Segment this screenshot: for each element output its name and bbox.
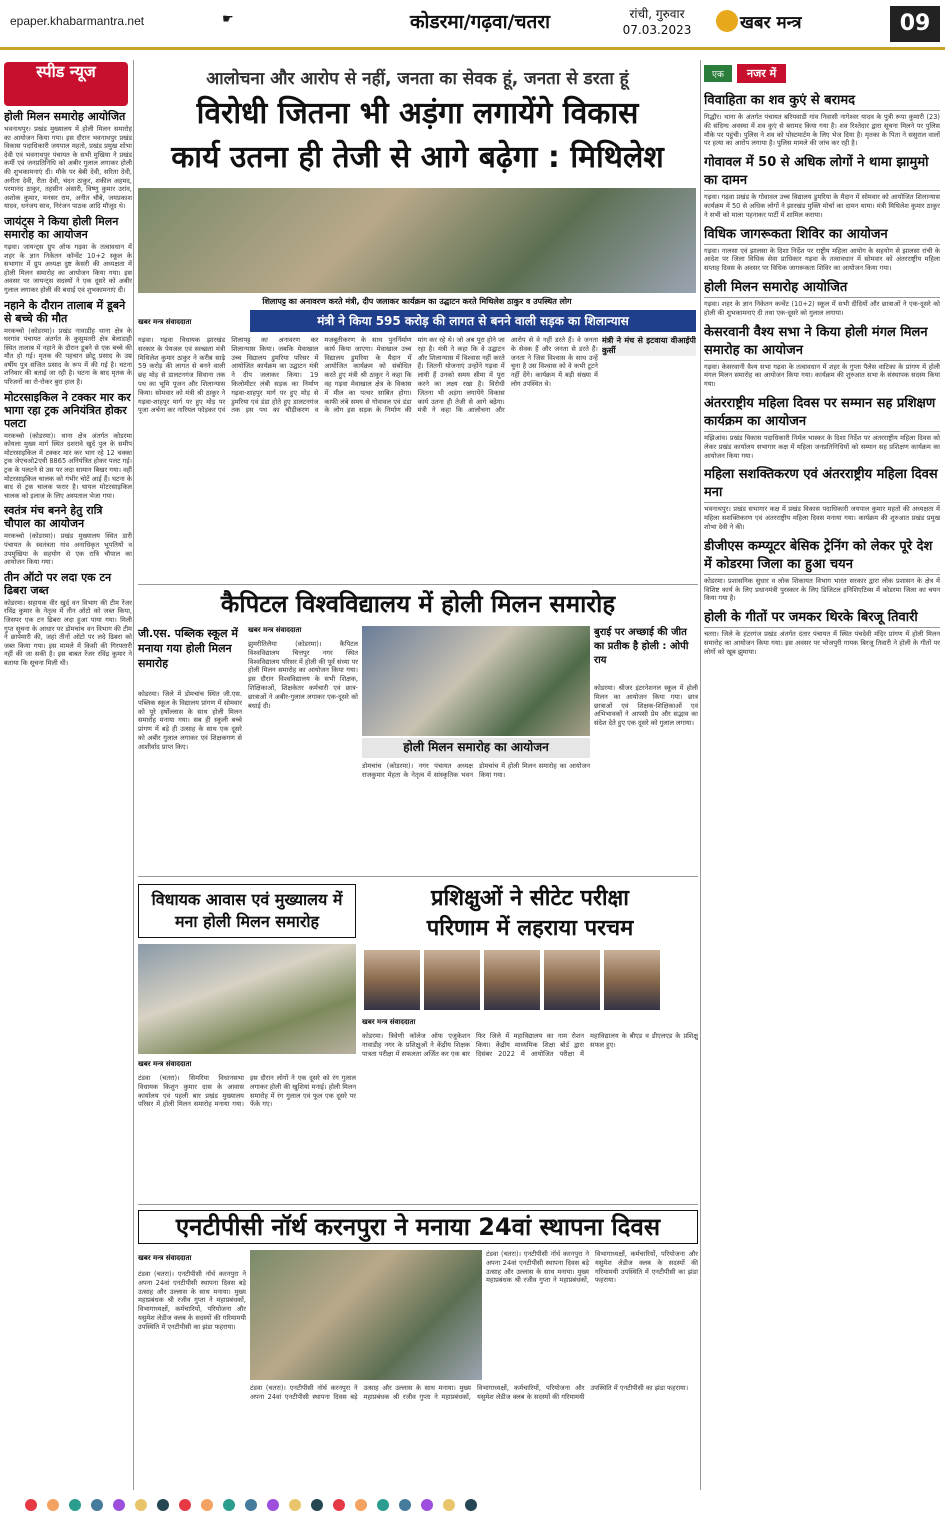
lead-subhead: मंत्री ने मंच से इटवाया वीआईपी कुर्सी <box>602 336 696 355</box>
student-photo <box>424 950 480 1010</box>
issue-date-value: 07.03.2023 <box>622 23 692 37</box>
ctet-headline <box>362 884 698 944</box>
right-story-text: गढ़वा। गढ़वा प्रखंड के गोवावल उच्च विद्यालय डुमरिया के मैदान में सोमवार को आयोजित शिलान्यास कार्यक्रम में 50 से अधिक लोगों ने झारखंड मुक्ति मोर्चा का दामन थामा। मंत्री मिथिलेश कुमार ठाकुर ने सभी को माला पहनाकर पार्टी में शामिल कराया। <box>704 193 940 219</box>
brand-name: खबर मन्त्र <box>740 13 802 33</box>
ctet-photo-strip <box>362 950 698 1012</box>
issue-date <box>618 6 696 38</box>
speed-news-title: नहाने के दौरान तालाब में डूबने से बच्चे की मौत <box>4 298 126 325</box>
section-divider <box>138 876 698 877</box>
column-divider <box>700 60 701 1490</box>
color-register-dot <box>311 1499 323 1511</box>
right-story-title: गोवावल में 50 से अधिक लोगों ने थामा झामुमो का दामन <box>704 154 940 191</box>
speed-news-list <box>4 110 132 668</box>
color-register-dot <box>245 1499 257 1511</box>
capital-headline: कैपिटल विश्वविद्यालय में होली मिलन समारोह <box>220 590 616 618</box>
capital-photo-body: डोमचांच (कोडरमा)। नगर पंचायत अध्यक्ष राजकुमार मेहता के नेतृत्व में सांस्कृतिक भवन डोमचांच में होली मिलन समारोह का आयोजन किया गया। <box>362 762 590 779</box>
right-story-title: महिला सशक्तिकरण एवं अंतरराष्ट्रीय महिला दिवस मना <box>704 466 940 503</box>
student-photo <box>544 950 600 1010</box>
lead-headline <box>140 92 695 180</box>
right-story-text: गढ़वा। केसरवानी वैश्य सभा गढ़वा के तत्वावधान में शहर के गुप्ता पैलेस वाटिका के प्रांगण में होली मंगल मिलन समारोह का आयोजन किया गया। कार्यक्रम की शुरुआत सभा के संस्थापक सदस्य किया गया। <box>704 362 940 389</box>
ntpc-headline: एनटीपीसी नॉर्थ करनपुरा ने मनाया 24वां स्थापना दिवस <box>138 1210 698 1244</box>
capital-photo-caption-box <box>362 738 590 758</box>
right-story-title: विवाहिता का शव कुएं से बरामद <box>704 92 940 111</box>
column-divider <box>133 60 134 1490</box>
student-photo <box>604 950 660 1010</box>
capital-photo <box>362 626 590 736</box>
brand-logo-icon <box>716 10 738 32</box>
vidhayak-byline: खबर मन्त्र संवाददाता <box>138 1060 192 1068</box>
lead-photo-caption: शिलापट्ट का अनावरण करते मंत्री, दीप जलाकर कार्यक्रम का उद्घाटन करते मिथिलेश ठाकुर व उपस्थित लोग <box>262 297 572 306</box>
speed-news-text: कोडरमा। सहायक वीर खुर्द वन विभाग की टीम रेंजर रविंद्र कुमार के नेतृत्व में तीन ऑटो को जब्त किया, जिसपर एक टन ढिबरा लदा हुआ पाया गया। मिली गुप्त सूचना के आधार पर डोमचांच वन विभाग की टीम ने छापेमारी की, जहां तीनों ऑटो पर लदे ढिबरा को जब्त किया गया। इस मामले में किसी की गिरफ्तारी नहीं की जा सकी है। इस बाबत रेंजर रविंद्र कुमार ने बताया कि सूचना मिली थी। <box>4 598 132 667</box>
site-url[interactable]: epaper.khabarmantra.net <box>10 14 145 28</box>
capital-byline: खबर मन्त्र संवाददाता <box>248 626 302 634</box>
ntpc-body-cont: टंडवा (चतरा)। एनटीपीसी नॉर्थ करनपुरा ने अपना 24वां एनटीपीसी स्थापना दिवस बड़े उत्साह और उल्लास के साथ मनाया। मुख्य महाप्रबंधक श्री रजीव गुप्ता ने महाप्रबंधकों, विभागाध्यक्षों, कर्मचारियों, परियोजना और यसुमेश लेडीज क्लब के सदस्यों की गरिमामयी उपस्थिति में एनटीपीसी का झंडा फहराया। <box>250 1384 689 1401</box>
color-register-dot <box>377 1499 389 1511</box>
right-news-list <box>704 86 940 1486</box>
section-divider <box>138 1204 698 1205</box>
color-register-dot <box>179 1499 191 1511</box>
right-story-title: विधिक जागरूकता शिविर का आयोजन <box>704 226 940 245</box>
speed-news-title: स्वतंत्र मंच बनने हेतु रात्रि चौपाल का आयोजन <box>4 504 103 531</box>
speed-news-title: होली मिलन समारोह आयोजित <box>4 110 126 123</box>
right-story-text: भवनाथपुर। प्रखंड सभागार कक्ष में प्रखंड विकास पदाधिकारी जयपाल कुमार महतो की अध्यक्षता में महिला सशक्तिकरण एवं अंतरराष्ट्रीय महिला दिवस मनाया गया। कार्यक्रम की शुरुआत प्रखंड प्रमुख शोभा देवी ने की। <box>704 505 940 531</box>
color-register-dot <box>421 1499 433 1511</box>
lead-byline: खबर मन्त्र संवाददाता <box>138 318 192 326</box>
ntpc-body: टंडवा (चतरा)। एनटीपीसी नॉर्थ करनपुरा ने अपना 24वां एनटीपीसी स्थापना दिवस बड़े उत्साह और उल्लास के साथ मनाया। मुख्य महाप्रबंधक श्री रजीव गुप्ता ने महाप्रबंधकों, विभागाध्यक्षों, कर्मचारियों, परियोजना और यसुमेश लेडीज क्लब के सदस्यों की गरिमामयी उपस्थिति में एनटीपीसी का झंडा फहराया। <box>138 1270 246 1331</box>
issue-place-day: रांची, गुरुवार <box>629 7 685 21</box>
speed-news-title: मोटरसाइकिल ने टक्कर मार कर भागा रहा ट्रक अनियंत्रित होकर पलटा <box>4 390 131 430</box>
lead-tagline: आलोचना और आरोप से नहीं, जनता का सेवक हूं, जनता से डरता हूं <box>206 69 629 89</box>
speed-news-title: जायंट्स ने किया होली मिलन समारोह का आयोजन <box>4 214 119 241</box>
ek-nazar-tag: नजर में <box>737 64 786 83</box>
speed-news-text: मरकच्चो (कोडरमा)। थाना क्षेत्र अंतर्गत कोडरमा कोयला मुख्य मार्ग स्थित दशरावे खुर्द पुल के समीप मोटरसाइकिल में टक्कर मार कर भाग रहे 12 चक्का ट्रक जेएचओ2एवी 8865 अनियंत्रित होकर पलट गई। ट्रक के पलटने से उस पर लदा सामान बिखर गया। वहीं मोटरसाइकिल चालक को गंभीर चोटें आई हैं। घटना के बाद से ट्रक चालक फरार है। घायल मोटरसाइकिल चालक को इलाज के लिए अस्पताल भेजा गया। <box>4 431 132 500</box>
color-register-dot <box>443 1499 455 1511</box>
ctet-byline: खबर मन्त्र संवाददाता <box>362 1018 416 1026</box>
speed-news-column <box>4 62 132 1502</box>
capital-photo-caption: होली मिलन समारोह का आयोजन <box>403 740 549 754</box>
ctet-body: कोडरमा। त्रिवेणी कॉलेज ऑफ एजुकेशन नावाडीह नगर के प्रशिक्षुओं ने केंद्रीय शिक्षक पात्रता परीक्षा में सफलता अर्जित कर एक बार फिर जिले में महाविद्यालय का नाम रोशन किया। केंद्रीय माध्यमिक शिक्षा बोर्ड द्वारा दिसंबर 2022 में आयोजित परीक्षा में महाविद्यालय के बीएड व डीएलएड के प्रशिक्षु सफल हुए। <box>362 1032 698 1058</box>
ntpc-body-right: टंडवा (चतरा)। एनटीपीसी नॉर्थ करनपुरा ने अपना 24वां एनटीपीसी स्थापना दिवस बड़े उत्साह और उल्लास के साथ मनाया। मुख्य महाप्रबंधक श्री रजीव गुप्ता ने महाप्रबंधकों, विभागाध्यक्षों, कर्मचारियों, परियोजना और यसुमेश लेडीज क्लब के सदस्यों की गरिमामयी उपस्थिति में एनटीपीसी का झंडा फहराया। <box>486 1250 698 1285</box>
student-photo <box>484 950 540 1010</box>
color-register-dot <box>201 1499 213 1511</box>
color-register-dot <box>135 1499 147 1511</box>
gps-headline: जी.एस. पब्लिक स्कूल में मनाया गया होली मिलन समारोह <box>138 627 238 670</box>
lead-headline-line1: विरोधी जितना भी अड़ंगा लगायेंगे विकास <box>196 96 639 131</box>
ek-nazar-tag-prefix: एक <box>704 65 732 82</box>
speed-news-badge: स्पीड न्यूज <box>4 62 128 106</box>
right-story-title: होली के गीतों पर जमकर थिरके बिरजू तिवारी <box>704 609 940 628</box>
section-divider <box>138 584 698 585</box>
speed-news-text: मरकच्चो (कोडरमा)। प्रखंड मुख्यालय स्थित डारी पंचायत के स्वतंत्रता गांव अनाधिकृत भूपतियों व उपमुखिया के सहयोग से एक रात्रि चौपाल का आयोजन किया गया। <box>4 532 132 567</box>
pointer-icon: ☛ <box>222 12 234 27</box>
capital-body: झुमरीतिलैया (कोडरमा)। कैपिटल विश्वविद्यालय चित्तपुर नगर स्थित विश्वविद्यालय परिसर में होली की पूर्व संध्या पर होली मिलन समारोह का आयोजन किया गया। इस दौरान विश्वविद्यालय के सभी शिक्षक, शिक्षिकाओं, शिक्षकेतर कर्मचारी एवं छात्र-छात्राओं ने अबीर-गुलाल लगाकर एक-दूसरे को बधाई दी। <box>248 640 358 710</box>
ctet-headline-line1: प्रशिक्षुओं ने सीटेट परीक्षा <box>430 886 630 911</box>
speed-news-title: तीन ऑटो पर लदा एक टन ढिबरा जब्त <box>4 570 112 597</box>
ops-body: कोडरमा। श्रीजर इंटरनेशनल स्कूल में होली मिलन का आयोजन किया गया। छात्र छात्राओं एवं शिक्षक-शिक्षिकाओं एवं अभिभावकों ने आपसी प्रेम और सद्भाव का संदेश देते हुए एक दूसरे को गुलाल लगाया। <box>594 684 698 728</box>
right-story-text: चतरा। जिले के हंटरगंज प्रखंड अंतर्गत दंतार पंचायत में स्थित पंचदेवी मंदिर प्रांगण में होली मिलन समारोह का आयोजन किया गया। इस अवसर पर भोजपुरी गायक बिरजू तिवारी ने होली के गीतों पर लोगों को खूब झुमाया। <box>704 630 940 656</box>
color-register-dot <box>25 1499 37 1511</box>
color-register-dot <box>355 1499 367 1511</box>
right-story-text: गिद्धौर। थाना के अंतर्गत पंचायत बरियवाडी गांव निवासी नागेश्वर यादव के पुत्री रूपा कुमारी (23) की संदिग्ध अवस्था में शव कुएं से बरामद किया गया है। शव रिश्तेदार द्वारा सूचना मिलने पर पुलिस मौके पर पहुंची। पुलिस ने शव को पोस्टमार्टम के लिए भेज दिया है। मृतका के पिता ने ससुराल वालों पर हत्या का आरोप लगाया है। पुलिस मामले की जांच कर रही है। <box>704 113 940 148</box>
page-number: 09 <box>890 6 940 42</box>
lead-body: गढ़वा। गढ़वा विधायक झारखंड सरकार के पेयजल एवं स्वच्छता मंत्री मिथिलेश कुमार ठाकुर ने करीब साढ़े 59 करोड़ की लागत से बनने वाली छह मोड़ से डालटनगंज सिवाना तक पथ का भूमि पूजन और शिलान्यास किया। सोमवार को मंत्री श्री ठाकुर ने गढ़वा-शाहपुर मार्ग पर हुए मोड़ पर पूजा अर्चना कर नारियल फोड़कर एवं शिलापट्ट का अनावरण कर शिलान्यास किया। जबकि मेवाखाल उच्च विद्यालय डुमरिया परिसर में आयोजित कार्यक्रम का उद्घाटन मंत्री ने दीप जलाकर किया। 19 किलोमीटर लंबी सड़क का निर्माण गढ़वा-शाहपुर मार्ग पर हुए मोड़ से डुमरिया एवं डंडा होते हुए डालटनगंज तक इस पथ का चौड़ीकरण व मजबूतीकरण के साथ पुनर्निर्माण कार्य किया जाएगा। मेवाखाल उच्च विद्यालय डुमरिया के मैदान में आयोजित कार्यक्रम को संबोधित करते हुए मंत्री श्री ठाकुर ने कहा कि वह गढ़वा मेवाखाल क्षेत्र के विकास में मील का पत्थर साबित होगा। काफी लंबे समय से गोवावल एवं डंडा के लोग इस सड़क के निर्माण की मांग कर रहे थे। जो अब पूरा होने जा रहा है। मंत्री ने कहा कि वे उद्घाटन और शिलान्यास में विश्वास नहीं करते हैं। जितनी योजनाएं उन्होंने गढ़वा में लायी हैं उनको समय सीमा में पूरा करने का लक्ष्य रखा है। विरोधी जितना भी अड़ंगा लगायेंगे विकास कार्य उतना ही तेजी से आगे बढ़ेगा। मंत्री ने कहा कि आलोचना और आरोप से वे नहीं डरते हैं। वे जनता के सेवक हैं और जनता से डरते हैं। जनता ने जिस विश्वास के साथ उन्हें चुना है उस विश्वास को वे कभी टूटने नहीं देंगे। कार्यक्रम में बड़ी संख्या में लोग उपस्थित थे। <box>138 336 598 415</box>
color-register-dot <box>157 1499 169 1511</box>
color-register-dot <box>289 1499 301 1511</box>
color-register-dot <box>267 1499 279 1511</box>
right-story-title: केसरवानी वैश्य सभा ने किया होली मंगल मिलन समारोह का आयोजन <box>704 324 940 361</box>
ntpc-byline: खबर मन्त्र संवाददाता <box>138 1254 192 1262</box>
color-register-dot <box>465 1499 477 1511</box>
right-story-text: कोडरमा। प्रशासनिक सुधार व लोक शिकायत विभाग भारत सरकार द्वारा लोक प्रशासन के क्षेत्र में विशिष्ट कार्य के लिए प्रधानमंत्री पुरस्कार के लिए डिजिटल इनिशिएटिव्स में कोडरमा जिला का चयन किया गया है। <box>704 576 940 603</box>
student-photo <box>364 950 420 1010</box>
color-register-dot <box>91 1499 103 1511</box>
right-story-text: गढ़वा। नालसा एवं झालसा के दिशा निर्देश पर राष्ट्रीय महिला आयोग के सहयोग से झालसा रांची के आदेश पर जिला विधिक सेवा प्राधिकार गढ़वा के तत्वावधान में सोमवार को अंतरराष्ट्रीय महिला सप्ताह दिवस के अवसर पर विधिक जागरूकता शिविर का आयोजन किया गया। <box>704 246 940 273</box>
right-story-title: होली मिलन समारोह आयोजित <box>704 279 940 298</box>
right-story-text: गढ़वा। शहर के ज्ञान निकेतन कन्वेंट (10+2) स्कूल में सभी दीदियों और छात्राओं ने एक-दूसरे को होली की शुभकामनाएं दी तथा एक-दूसरे को गुलाल लगाया। <box>704 299 940 317</box>
ek-nazar-header <box>704 62 940 82</box>
gps-body: कोडरमा। जिले में डोमचांच स्थित जी.एस. पब्लिक स्कूल के विद्यालय प्रांगण में सोमवार को पूरे हर्षोल्लास के साथ होली मिलन समारोह मनाया गया। सब ही स्कूली बच्चे प्रांगण में बड़े ही उत्साह के साथ एक दूसरे को अबीर गुलाल लगाकर एवं शिक्षकगण से आशीर्वाद प्राप्त किए। <box>138 690 242 751</box>
right-story-title: डीजीएस कम्प्यूटर बेसिक ट्रेनिंग को लेकर पूरे देश में कोडरमा जिला का हुआ चयन <box>704 538 940 575</box>
footer-color-dots <box>20 1496 920 1512</box>
ctet-headline-line2: परिणाम में लहराया परचम <box>426 916 634 941</box>
color-register-dot <box>47 1499 59 1511</box>
vidhayak-body: टंडवा (चतरा)। सिमरिया विधानसभा विधायक किशुन कुमार दास के आवास कार्यालय एवं पहली बार प्रखंड मुख्यालय परिसर में होली मिलन समारोह मनाया गया। इस दौरान लोगों ने एक दूसरे को रंग गुलाल लगाकर होली की खुशियां मनाई। होली मिलन समारोह में रंग गुलाल एवं फूल एक दूसरे पर फेंके गए। <box>138 1074 356 1109</box>
speed-news-text: गढ़वा। जायन्ट्स ग्रुप ऑफ गढ़वा के तत्वावधान में शहर के ज्ञान निकेतन कॉन्वेंट 10+2 स्कूल के सभागार में ग्रुप अध्यक्ष दुष्ट केसरी की अध्यक्षता में होली मिलन समारोह का आयोजन किया गया। इस अवसर पर जायन्ट्स सदस्यों ने एक दूसरे को अबीर गुलाल लगाकर होली की बधाई एवं शुभकामनाएं दी। <box>4 242 132 294</box>
right-story-title: अंतरराष्ट्रीय महिला दिवस पर सम्मान सह प्रशिक्षण कार्यक्रम का आयोजन <box>704 395 940 432</box>
lead-headline-line2: कार्य उतना ही तेजी से आगे बढ़ेगा : मिथिलेश <box>171 140 664 175</box>
color-register-dot <box>113 1499 125 1511</box>
lead-banner: मंत्री ने किया 595 करोड़ की लागत से बनने वाली सड़क का शिलान्यास <box>250 310 696 332</box>
color-register-dot <box>399 1499 411 1511</box>
color-register-dot <box>69 1499 81 1511</box>
speed-news-text: मरकच्चो (कोडरमा)। प्रखंड नावाडीह थाना क्षेत्र के घरगांव पंचायत अंतर्गत के कुसुमतरी क्षेत्र बेलाडाही स्थित तालाब में नहाने के दौरान डूबने से एक बच्चे की मौत हो गई। मृतक की पहचान छोटू प्रसाद के उम्र वर्षीय पुत्र संजित प्रसाद के रूप में की गई है। घटना शनिवार की बताई जा रही है। घटना के बाद मृतक के परिजनों का रो-रोकर बुरा हाल है। <box>4 326 132 387</box>
ops-headline: बुराई पर अच्छाई की जीत का प्रतीक है होली : ओपी राय <box>594 627 689 666</box>
color-register-dot <box>223 1499 235 1511</box>
lead-body-col6 <box>602 336 696 578</box>
color-register-dot <box>333 1499 345 1511</box>
lead-photo <box>138 188 696 293</box>
section-title: कोडरमा/गढ़वा/चतरा <box>409 11 551 33</box>
speed-news-text: भवनाथपुर। प्रखंड मुख्यालय में होली मिलन समारोह का आयोजन किया गया। इस दौरान भवनाथपुर प्रखंड विकास पदाधिकारी जयपाल महतो, प्रखंड प्रमुख शोभा देवी एवं भवनाथपुर पंचायत के सभी मुखिया ने प्रखंड कर्मी एवं जनप्रतिनिधि को अबीर गुलाल लगाकर होली की शुभकामनाएं दी। मौके पर बेबी देवी, सरिता देवी, अनीता देवी, रीता देवी, चंदन ठाकुर, शकील अहमद, परमानंद ठाकुर, तहसीन अंसारी, विष्णु कुमार उरांव, अशोक कुमार, मनसर राम, अनीत चौबे, जयप्रकाश यादव, धनंजय साव, निरंजन पाठक आदि मौजूद थे। <box>4 125 132 211</box>
right-story-text: मझिआंव। प्रखंड विकास पदाधिकारी निर्मल भास्कर के दिशा निर्देश पर अंतरराष्ट्रीय महिला दिवस को लेकर प्रखंड कार्यालय सभागार कक्ष में महिला जनप्रतिनिधियों को सम्मान सह प्रशिक्षण कार्यक्रम का आयोजन किया गया। <box>704 433 940 460</box>
vidhayak-headline: विधायक आवास एवं मुख्यालय में मना होली मिलन समारोह <box>138 884 356 938</box>
vidhayak-photo <box>138 944 356 1054</box>
ntpc-photo <box>250 1250 482 1380</box>
